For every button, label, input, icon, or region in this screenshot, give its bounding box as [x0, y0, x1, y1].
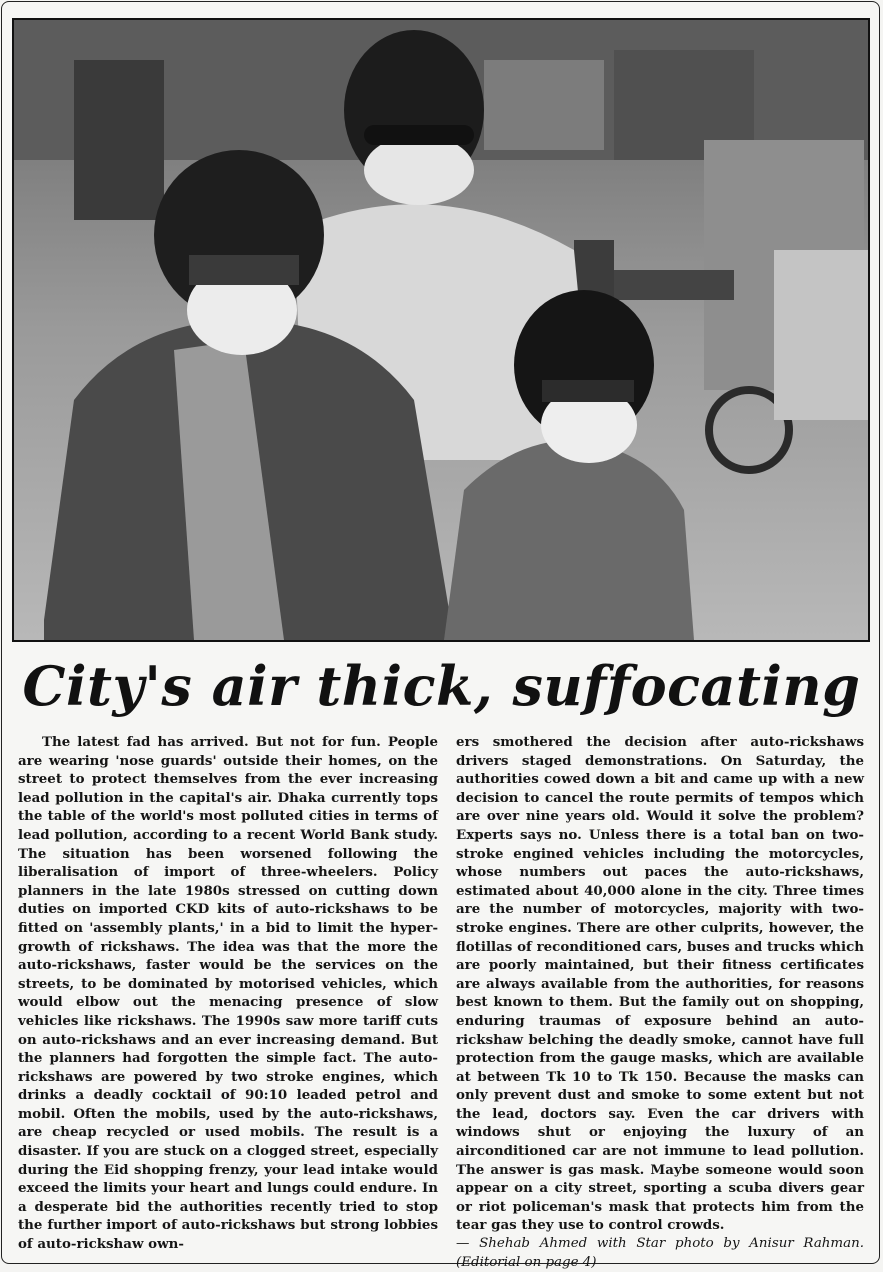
article-column-left: The latest fad has arrived. But not for fun. People are wearing 'nose guards' outside their homes, on the street to protect themselves from the ever increasing lead pollution in the capital's air. Dhaka currently tops the table of the world's most polluted cities in terms of lead pollution, according to a recent World Bank study. The situation has been worsened following the liberalisation of import of three-wheelers. Policy planners in the late 1980s stressed on cutting down duties on imported CKD kits of auto-rickshaws to be fitted on 'assembly plants,' in a bid to limit the hyper-growth of rickshaws. The idea was that the more the auto-rickshaws, faster would be the services on the streets, to be dominated by motorised vehicles, which would elbow out the menacing presence of slow vehicles like rickshaws. The 1990s saw more tariff cuts on auto-rickshaws and an ever increasing demand. But the planners had forgotten the simple fact. The auto-rickshaws are powered by two stroke engines, which drinks a deadly cocktail of 90:10 leaded petrol and mobil. Often the mobils, used by the auto-rickshaws, are cheap recycled or used mobils. The result is a disaster. If you are stuck on a clogged street, especially during the Eid shopping frenzy, your lead intake would exceed the limits your heart and lungs could endure. In a desperate bid the authorities recently tried to stop the further import of auto-rickshaws but strong lobbies of auto-rickshaw own- [18, 734, 438, 1253]
byline-credit: — Shehab Ahmed with Star photo by Anisur Rahman. (Editorial on page 4) [456, 1236, 864, 1270]
news-photo [12, 18, 870, 642]
article-column-right [456, 733, 864, 1270]
photo-masked-rickshaw-riders [14, 20, 868, 640]
article-column-right-text: ers smothered the decision after auto-rickshaws drivers staged demonstrations. On Saturday, the authorities cowed down a bit and came up with a new decision to cancel the route permits of tempos which are over nine years old. Would it solve the problem? Experts says no. Unless there is a total ban on two-stroke engined vehicles including the motorcycles, whose numbers out paces the auto-rickshaws, estimated about 40,000 alone in the city. Three times are the number of motorcycles, majority with two-stroke engines. There are other culprits, however, the flotillas of reconditioned cars, buses and trucks which are poorly maintained, but their fitness certificates are always available from the authorities, for reasons best known to them. But the family out on shopping, enduring traumas of exposure behind an auto-rickshaw belching the deadly smoke, cannot have full protection from the gauge masks, which are available at between Tk 10 to Tk 150. Because the masks can only prevent dust and smoke to some extent but not the lead, doctors say. Even the car drivers with windows shut or enjoying the luxury of an airconditioned car are not immune to lead pollution. The answer is gas mask. Maybe someone would soon appear on a city street, sporting a scuba divers gear or riot policeman's mask that protects him from the tear gas they use to control crowds. [456, 734, 864, 1234]
headline: City's air thick, suffocating [22, 654, 861, 718]
